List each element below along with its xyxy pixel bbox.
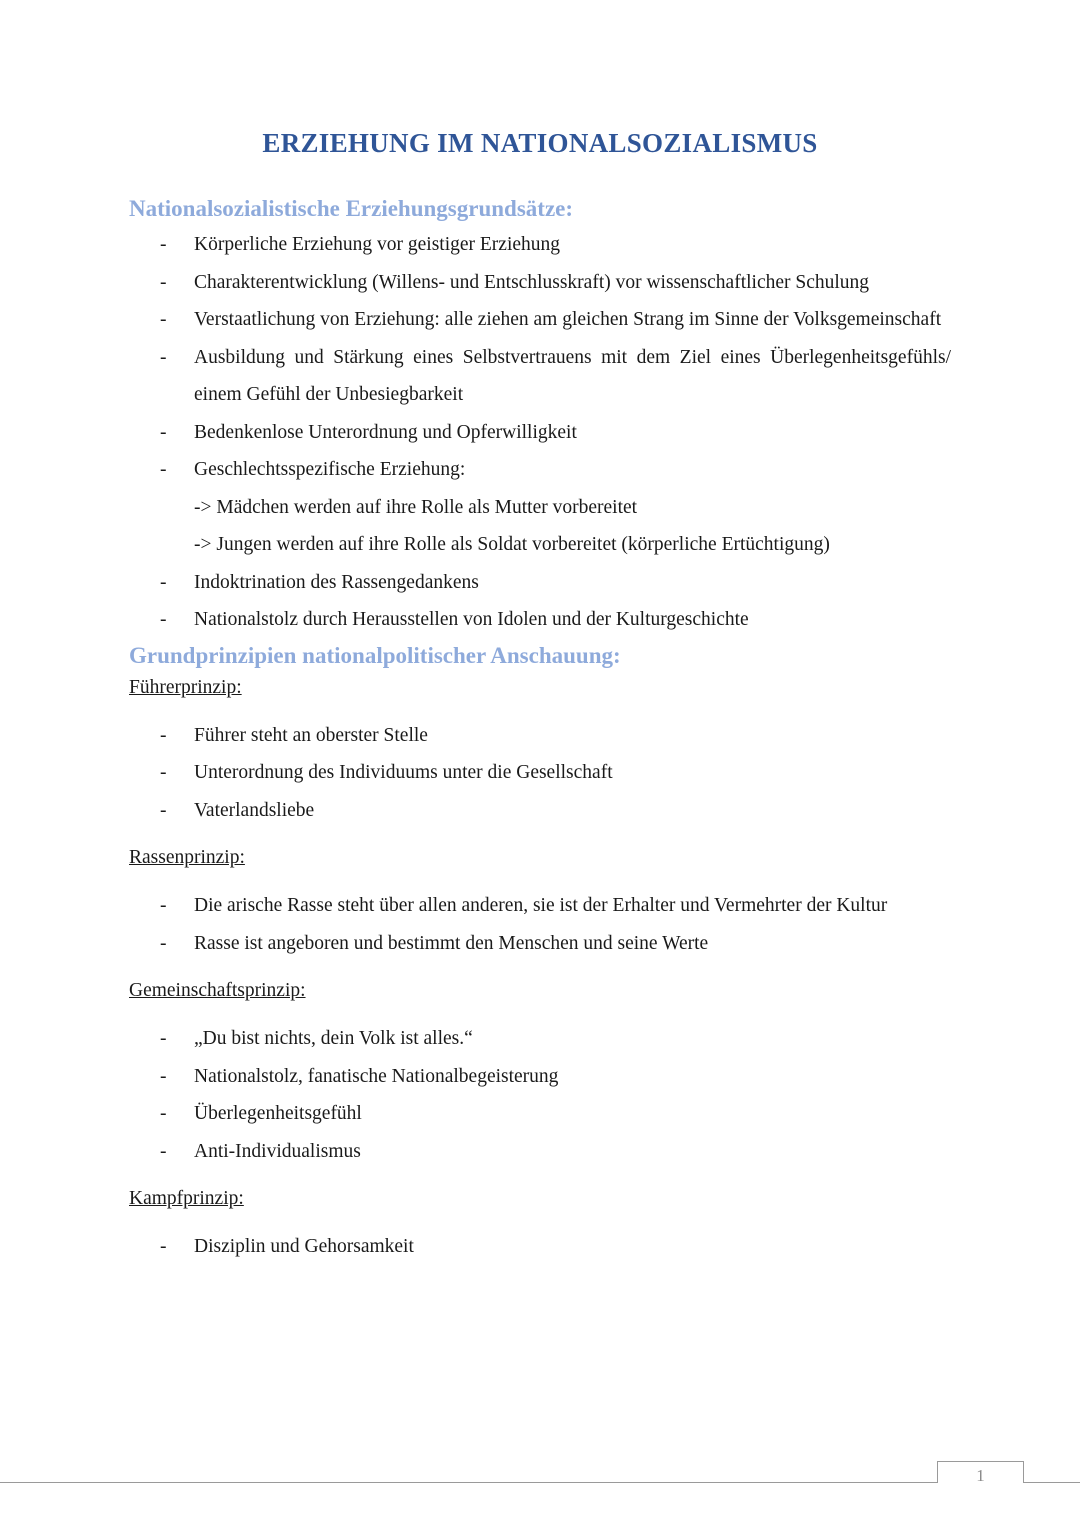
subheading-gemeinschaftsprinzip: Gemeinschaftsprinzip: <box>129 980 306 1001</box>
document-body <box>129 192 951 1266</box>
list-item: - Charakterentwicklung (Willens- und Entschlusskraft) vor wissenschaftlicher Schulung <box>129 264 951 302</box>
list-item: - Führer steht an oberster Stelle <box>129 717 951 755</box>
page-number: 1 <box>937 1461 1024 1483</box>
erziehungsgrundsaetze-list <box>129 226 951 639</box>
list-item: - Anti-Individualismus <box>129 1133 951 1171</box>
list-item: - Verstaatlichung von Erziehung: alle ziehen am gleichen Strang im Sinne der Volksgemeinschaft <box>129 301 951 339</box>
list-item: - Ausbildung und Stärkung eines Selbstvertrauens mit dem Ziel eines Überlegenheitsgefühls/ einem Gefühl der Unbesiegbarkeit <box>129 339 951 414</box>
rassenprinzip-list <box>129 887 951 962</box>
list-item: - Bedenkenlose Unterordnung und Opferwilligkeit <box>129 414 951 452</box>
list-item: - Rasse ist angeboren und bestimmt den Menschen und seine Werte <box>129 925 951 963</box>
section-heading-erziehungsgrundsaetze: Nationalsozialistische Erziehungsgrundsätze: <box>129 196 574 221</box>
subheading-kampfprinzip: Kampfprinzip: <box>129 1188 244 1209</box>
section-heading-grundprinzipien: Grundprinzipien nationalpolitischer Anschauung: <box>129 642 621 668</box>
list-item: - Disziplin und Gehorsamkeit <box>129 1228 951 1266</box>
list-item: - „Du bist nichts, dein Volk ist alles.“ <box>129 1020 951 1058</box>
list-item: - Überlegenheitsgefühl <box>129 1095 951 1133</box>
subheading-fuehrerprinzip: Führerprinzip: <box>129 676 242 698</box>
footer-rule <box>0 1482 1080 1483</box>
list-item-gender-education <box>129 451 951 564</box>
sub-line-jungen: -> Jungen werden auf ihre Rolle als Soldat vorbereitet (körperliche Ertüchtigung) <box>194 534 830 555</box>
subheading-rassenprinzip: Rassenprinzip: <box>129 847 245 868</box>
kampfprinzip-list <box>129 1228 951 1266</box>
gemeinschaftsprinzip-list <box>129 1020 951 1170</box>
list-item: - Vaterlandsliebe <box>129 792 951 830</box>
list-item-label: - Geschlechtsspezifische Erziehung: <box>194 459 466 480</box>
list-item: - Nationalstolz durch Herausstellen von Idolen und der Kulturgeschichte <box>129 601 951 639</box>
list-item: - Die arische Rasse steht über allen anderen, sie ist der Erhalter und Vermehrter der Kultur <box>129 887 951 925</box>
list-item: - Nationalstolz, fanatische Nationalbegeisterung <box>129 1058 951 1096</box>
sub-line-maedchen: -> Mädchen werden auf ihre Rolle als Mutter vorbereitet <box>194 496 638 518</box>
list-item: - Indoktrination des Rassengedankens <box>129 564 951 602</box>
fuehrerprinzip-list <box>129 717 951 830</box>
page-title: ERZIEHUNG IM NATIONALSOZIALISMUS <box>262 128 818 158</box>
list-item: - Körperliche Erziehung vor geistiger Erziehung <box>129 226 951 264</box>
list-item: - Unterordnung des Individuums unter die Gesellschaft <box>129 754 951 792</box>
